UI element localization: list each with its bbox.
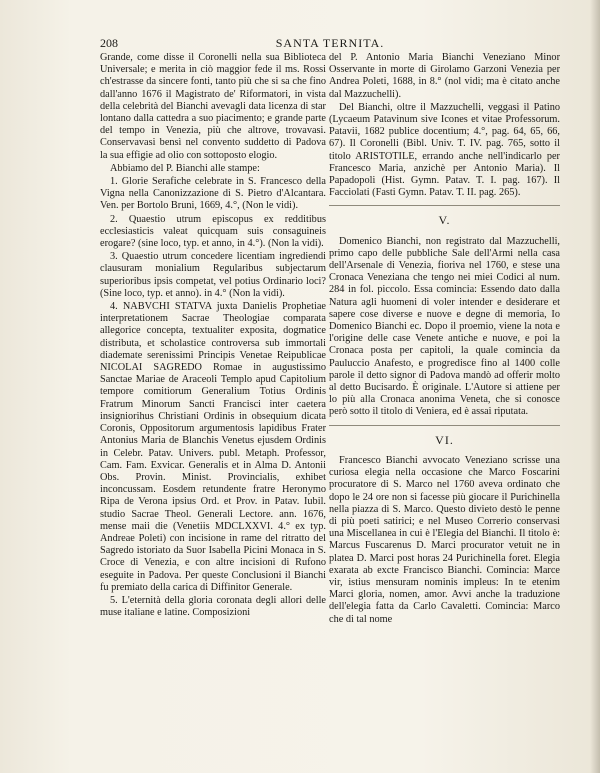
section-heading-vi: VI. [435, 432, 454, 447]
section-divider [329, 425, 560, 426]
paragraph: Grande, come disse il Coronelli nella sua Biblioteca Universale; e merita in ciò maggior fede il ms. Rossi ch'estrasse da sincere fonti, tanto più che si sa che fino dall'anno 1676 il Magistrato de' Riformatori, in vista della celebrità del Bianchi avevagli data licenza di star lontano dalla cattedra a suo piacimento; e grande parte del tempo in Venezia, più che altrove, trovavasi. Conservavasi bensì nel convento suddetto di Padova la sua effigie ad olio con sottoposto elogio. [100, 52, 326, 161]
left-column [100, 52, 326, 619]
bibliography-item: 5. L'eternità della gloria coronata degli allori delle muse italiane e latine. Composizioni [100, 594, 326, 619]
page-number: 208 [100, 36, 118, 50]
paragraph: del P. Antonio Maria Bianchi Veneziano Minor Osservante in morte di Girolamo Garzoni Venezia per Andrea Poleti, 1688, in 8.° (nol vidi; ma è citato anche dal Mazzuchelli). [329, 52, 560, 100]
page-edge-shadow [590, 0, 600, 773]
page-header [100, 36, 560, 52]
paragraph: Abbiamo del P. Bianchi alle stampe: [110, 162, 260, 174]
section-heading-v: V. [438, 213, 451, 228]
right-column [329, 52, 560, 626]
paragraph: Domenico Bianchi, non registrato dal Mazzuchelli, primo capo delle pubbliche Sale dell'Armi nella casa dell'Arsenale di Venezia, fioriva nel 1760, e stese una Cronaca Veneziana che tengo nei miei Codici al num. 284 in fol. piccolo. Essa comincia: Essendo dato dalla Natura agli huomeni di voler intender e desiderare et sapere cose diverse e nuove e degne di memoria, Io Domenico Bianchi ec. Dopo il proemio, viene la nota e l'origine delle case Venete antiche e nuove, e poi la Cronaca posta per capitoli, la quale comincia da Pauluccio Anafesto, e progredisce fino al 1400 colle parole il detto signor di Padova mandò ad offerir molto al detto Bucisardo. È originale. L'Autore si attiene per lo più alla Cronaca anonima Veneta, che si conosce però sotto il titolo di Veniera, ed è assai riputata. [329, 235, 560, 418]
running-title: SANTA TERNITA. [275, 36, 385, 50]
bibliography-item: 2. Quaestio utrum episcopus ex redditibus ecclesiasticis valeat quicquam suis consaguineis erogare? (sine loco, typ. et anno, in 4.°). (Non la vidi). [100, 213, 326, 250]
section-divider [329, 205, 560, 206]
bibliography-item: 4. NABVCHI STATVA juxta Danielis Prophetiae interpretationem Sacrae Theologiae comparata allegorice concepta, textualiter exposita, dogmatice distributa, et scholastice controversa sub immortali diademate serenissimi Principis Venetae Reipublicae NICOLAI SAGREDO Romae in augustissimo Sanctae Mariae de Araceoli Templo apud Capitolium tempore comitiorum Generalium Totius Ordinis Fratrum Minorum Sancti Francisci inter caetera insigniorihus Christiani Ordinis in obsequium dicata Coronis, Oppositorum argumentosis lapidibus Frater Antonius Maria de Blanchis Venetus ejusdem Ordinis in Celebr. Patav. Univers. publ. Metaph. Professor, Cam. Fam. Exvicar. Generalis et in Alma D. Antonii Obs. Provin. Minist. Provincialis, exhibet inconcussam. Eosdem retundente fratre Heronymo Ripa de Verona ipsius Ord. et Prov. in Patav. Iubil. studio Sacrae Theol. Generali Lectore. ann. 1676, mense maii die (Venetiis MDCLXXVI. 4.° ex typ. Andreae Poleti) con incisione in rame del ritratto del Sagredo istoriato da Suor Isabella Picini Monaca in S. Croce di Venezia, e con altre incisioni di Rufono eseguite in Padova. Per queste Conclusioni il Bianchi fu premiato della carica di Diffinitor Generale. [100, 301, 326, 593]
bibliography-item: 1. Glorie Serafiche celebrate in S. Francesco della Vigna nella Canonizzazione di S. Pietro d'Alcantara. Ven. per Bortolo Bruni, 1669, 4.°, (Non le vidi). [100, 176, 326, 212]
paragraph: Del Bianchi, oltre il Mazzuchelli, veggasi il Patino (Lycaeum Patavinum sive Icones et vitae Professorum. Patavii, 1682 publice docentium; 4.°, pag. 64, 65, 66, 67). Il Coronelli (Bibl. Univ. T. IV. pag. 765, sotto il titolo ARISTOTILE, errando anche nell'indicarlo per Francesco Maria, anzichè per Antonio Maria). Il Papadopoli (Hist. Gymn. Patav. T. I. pag. 167). Il Facciolati (Fasti Gymn. Patav. T. II. pag. 265). [329, 101, 560, 199]
paragraph: Francesco Bianchi avvocato Veneziano scrisse una curiosa elegia nella occasione che Marco Foscarini procuratore di S. Marco nel 1760 aveva ordinato che dopo le 24 ore non si facesse più giocare il Purichinella nella piazza di S. Marco. Questo divieto destò le penne di più poeti satirici; e nel Museo Correrio conservasi una Miscellanea in cui è l'Elegia del Bianchi. Il titolo è: Marcus Fuscarenus D. Marci procurator vetuit ne in platea D. Marci post horas 24 Purichinella foret. Elegia exarata ab excte Francisco Bianchi. Comincia: Marce vir, istius mensuram nominis impleus: In te etenim Marci gloria, nomen, amor. Avvi anche la traduzione dell'elegia fatta da Carlo Cavaletti. Comincia: Marco che di tal nome [329, 454, 560, 625]
bibliography-item: 3. Quaestio utrum concedere licentiam ingrediendi clausuram monialium Regularibus subjectarum superioribus ipsis competat, vel potius Ordinario loci? (Sine loco, typ. et anno). in 4.° (Non la vidi). [100, 251, 326, 299]
